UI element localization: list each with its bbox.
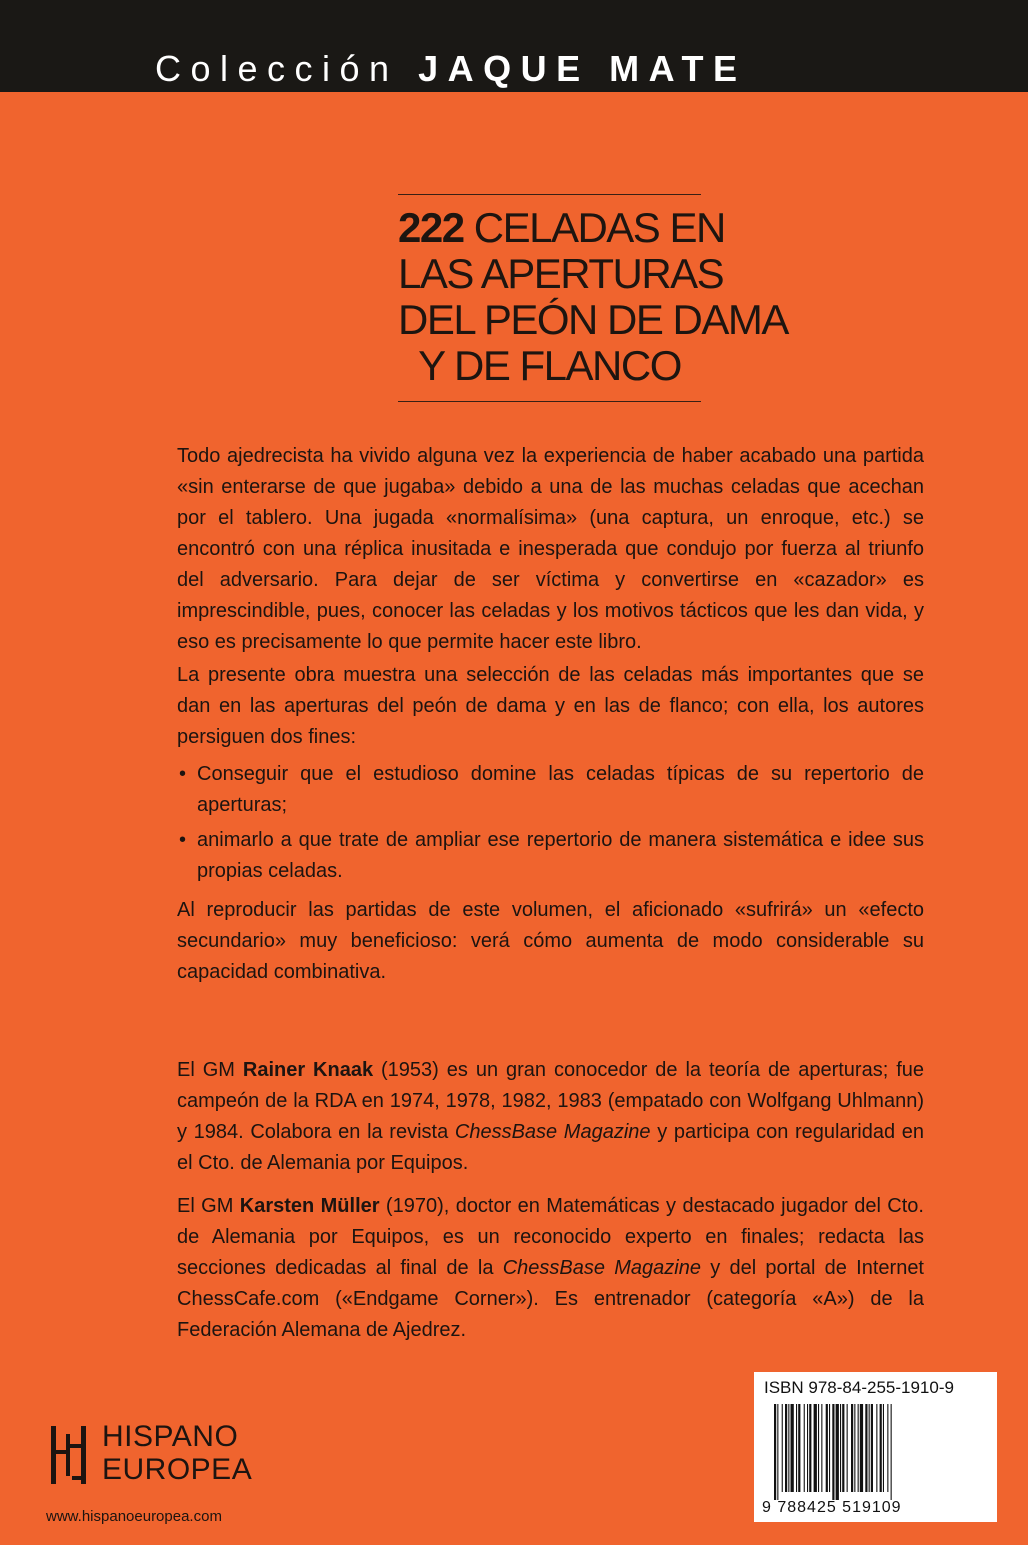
synopsis-bullet-2: • animarlo a que trate de ampliar ese repertorio de manera sistemática e idee sus propias celadas. [177, 825, 924, 887]
author-bio-knaak [177, 1055, 924, 1179]
barcode-bar [821, 1404, 822, 1492]
bio-text: (1970), doctor en Matemáticas y destacado jugador del Cto. de Alemania por Equipos, es un reconocido experto en finales; redacta las secciones dedicadas al final de la [177, 1195, 924, 1279]
magazine-name: ChessBase Magazine [454, 1121, 651, 1143]
barcode-bar [826, 1404, 828, 1492]
author-name-muller: Karsten Müller [239, 1195, 380, 1217]
barcode-bar [804, 1404, 805, 1492]
title-line-2: LAS APERTURAS [398, 250, 724, 297]
barcode-bar [774, 1404, 776, 1500]
isbn-label: ISBN 978-84-255-1910-9 [764, 1378, 954, 1397]
barcode-bar [796, 1404, 797, 1492]
barcode-bar [854, 1404, 855, 1492]
barcode-bar [807, 1404, 808, 1492]
barcode-bar [851, 1404, 853, 1492]
isbn-digits: 9 788425 519109 [762, 1499, 902, 1516]
barcode-bar [891, 1404, 892, 1500]
barcode-bar [829, 1404, 830, 1492]
series-prefix: Colección [155, 48, 399, 89]
bio-text: y participa con regularidad en el Cto. de Alemania por Equipos. [177, 1121, 924, 1174]
magazine-name: ChessBase Magazine [502, 1257, 701, 1279]
title-line-3: DEL PEÓN DE DAMA [398, 296, 788, 343]
publisher-name-line-1: HISPANO [102, 1420, 239, 1453]
publisher-name-line-2: EUROPEA [102, 1453, 253, 1486]
barcode [772, 1404, 988, 1500]
author-name-knaak: Rainer Knaak [242, 1059, 374, 1081]
synopsis [177, 441, 924, 988]
barcode-bar [858, 1404, 859, 1492]
barcode-bar [785, 1404, 787, 1492]
isbn-barcode-box [754, 1372, 997, 1522]
title-line-1-rest: CELADAS EN [473, 204, 725, 251]
barcode-bar [777, 1404, 778, 1500]
barcode-bar [842, 1404, 844, 1492]
title-number: 222 [398, 204, 464, 251]
barcode-bar [809, 1404, 811, 1492]
barcode-bar [814, 1404, 817, 1492]
barcode-bar [798, 1404, 800, 1492]
barcode-bar [788, 1404, 789, 1492]
publisher-logo-icon [50, 1424, 88, 1486]
barcode-bar [832, 1404, 834, 1500]
barcode-bar [860, 1404, 863, 1492]
title-line-1 [398, 204, 725, 251]
bio-text: y del portal de Internet ChessCafe.com («Endgame Corner»). Es entrenador (categoría «A») de la Federación Alemana de Ajedrez. [177, 1257, 924, 1341]
barcode-bar [818, 1404, 819, 1492]
barcode-bar [869, 1404, 870, 1492]
synopsis-bullet-1: • Conseguir que el estudioso domine las celadas típicas de su repertorio de aperturas; [177, 759, 924, 821]
barcode-bar [791, 1404, 794, 1492]
barcode-bar [880, 1404, 882, 1492]
barcode-bar [871, 1404, 873, 1492]
barcode-bar [836, 1404, 839, 1500]
barcode-bar [847, 1404, 848, 1492]
author-bio-muller [177, 1191, 924, 1346]
bio-prefix: El GM [177, 1059, 243, 1081]
title-line-4: Y DE FLANCO [418, 342, 681, 389]
barcode-bar [887, 1404, 888, 1492]
synopsis-paragraph-3: Al reproducir las partidas de este volumen, el aficionado «sufrirá» un «efecto secundario» muy beneficioso: verá cómo aumenta de modo considerable su capacidad combinativa. [177, 899, 924, 983]
book-title [398, 194, 788, 402]
barcode-bar [840, 1404, 841, 1492]
publisher-url: www.hispanoeuropea.com [46, 1508, 222, 1525]
barcode-bar [883, 1404, 884, 1492]
barcode-bar [876, 1404, 877, 1492]
synopsis-paragraph-2: La presente obra muestra una selección de las celadas más importantes que se dan en las aperturas del peón de dama y en las de flanco; con ella, los autores persiguen dos fines: [177, 664, 924, 748]
barcode-bar [782, 1404, 783, 1492]
synopsis-bullet-list [177, 759, 924, 887]
publisher-name [102, 1420, 252, 1486]
barcode-bar [865, 1404, 867, 1492]
bio-prefix: El GM [177, 1195, 240, 1217]
author-bios [177, 1055, 924, 1346]
series-name: JAQUE MATE [418, 48, 747, 89]
synopsis-paragraph-1: Todo ajedrecista ha vivido alguna vez la experiencia de haber acabado una partida «sin enterarse de que jugaba» debido a una de las muchas celadas que acechan por el tablero. Una jugada «normalísima» (una captura, un enroque, etc.) se encontró con una réplica inusitada e inesperada que condujo por fuerza al triunfo del adversario. Para dejar de ser víctima y convertirse en «cazador» es imprescindible, pues, conocer las celadas y los motivos tácticos que les dan vida, y eso es precisamente lo que permite hacer este libro. [177, 445, 924, 653]
bio-text: (1953) es un gran conocedor de la teoría de aperturas; fue campeón de la RDA en 1974, 1978, 1982, 1983 (empatado con Wolfgang Uhlmann) y 1984. Colabora en la revista [177, 1059, 924, 1143]
series-title [155, 48, 746, 90]
